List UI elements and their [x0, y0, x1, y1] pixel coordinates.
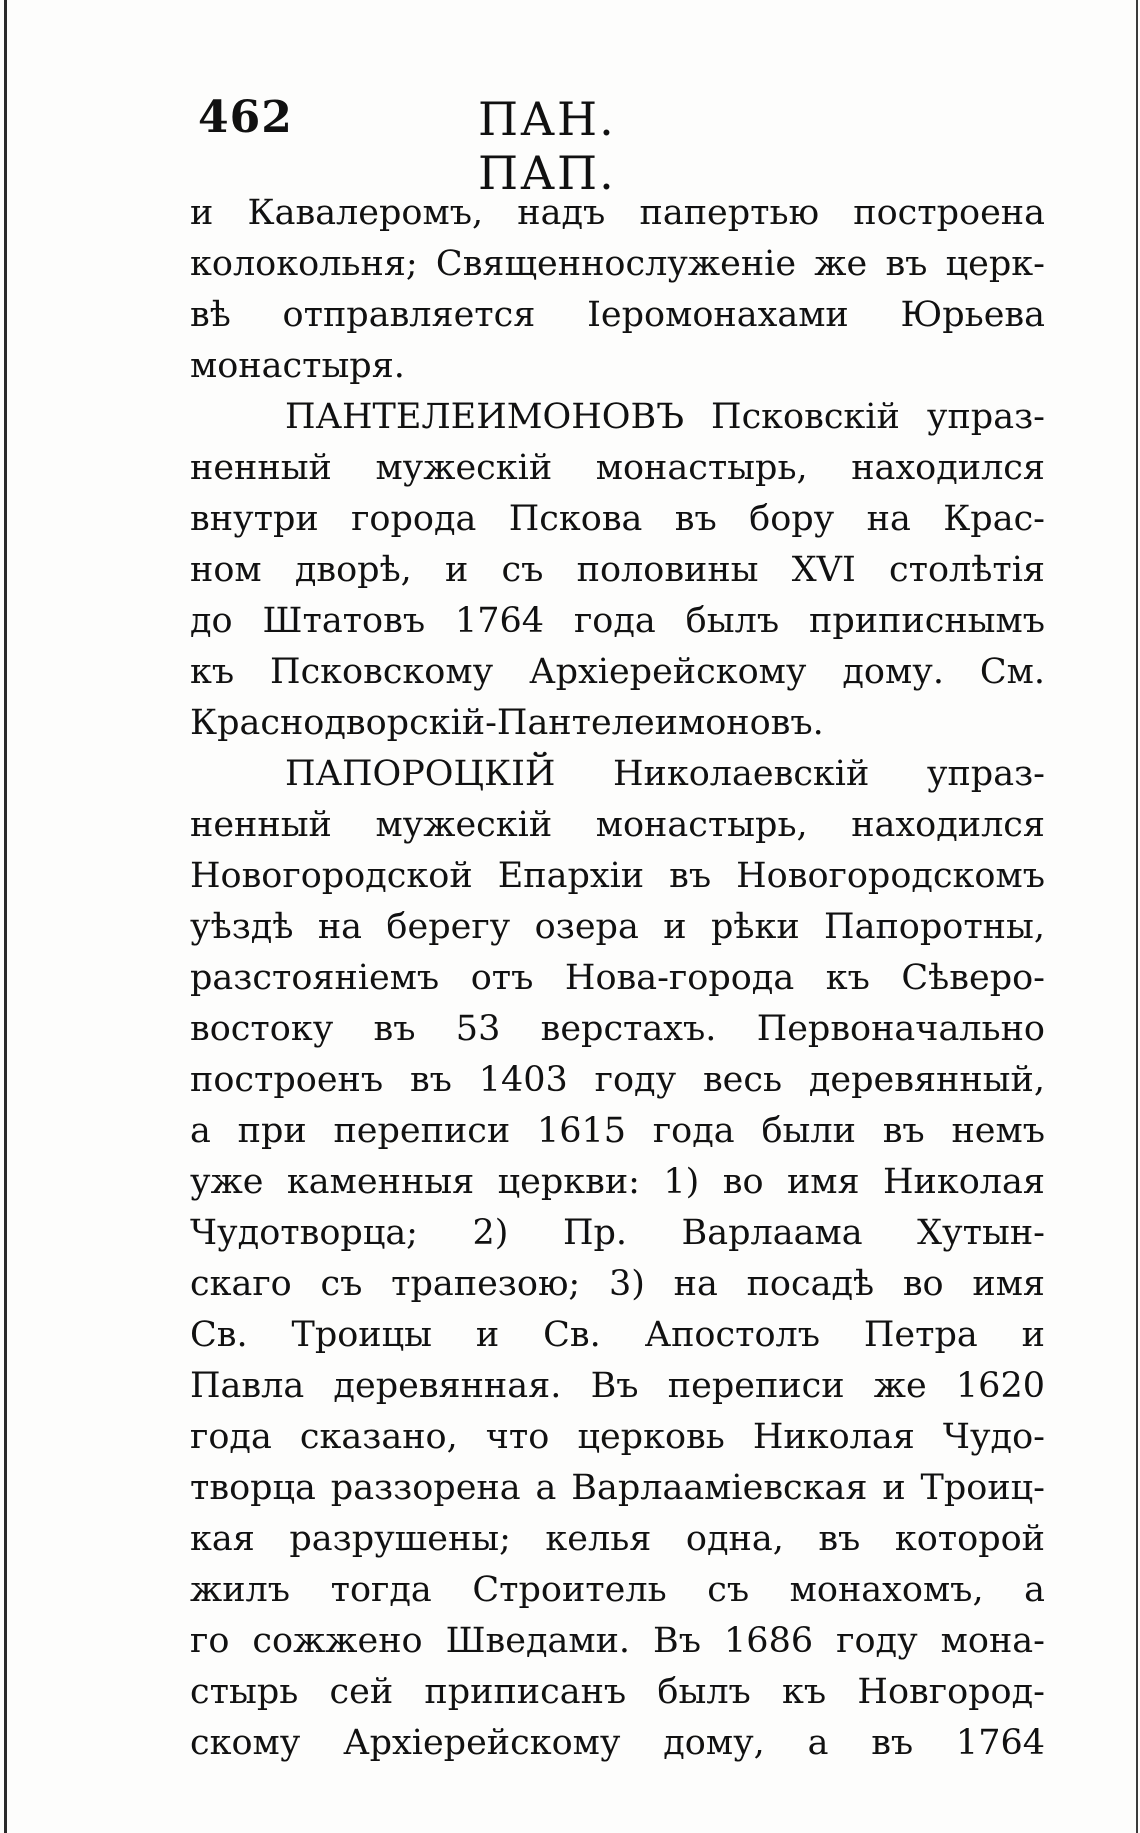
text-line: Новогородской Епархіи въ Новогородскомъ — [190, 856, 1045, 896]
text-line: ном дворѣ, и съ половины XVI столѣтія — [190, 550, 1045, 590]
text-line: жилъ тогда Строитель съ монахомъ, а — [190, 1570, 1045, 1610]
text-line: къ Псковскому Архіерейскому дому. См. — [190, 652, 1045, 692]
text-line: уѣздѣ на берегу озера и рѣки Папоротны, — [190, 907, 1045, 947]
page-header — [198, 92, 758, 200]
text-line: Св. Троицы и Св. Апостолъ Петра и — [190, 1315, 1045, 1355]
text-line: Чудотворца; 2) Пр. Варлаама Хутын- — [190, 1213, 1045, 1253]
text-line: ненный мужескій монастырь, находился — [190, 805, 1045, 845]
page-edge-left — [4, 0, 7, 1833]
text-line: стырь сей приписанъ былъ къ Новгород- — [190, 1672, 1045, 1712]
entry-line: ПАНТЕЛЕИМОНОВЪ Псковскій упраз- — [285, 397, 1045, 437]
text-line: Павла деревянная. Въ переписи же 1620 — [190, 1366, 1045, 1406]
text-line: творца раззорена а Варлааміевская и Троиц- — [190, 1468, 1045, 1508]
text-line: кая разрушены; келья одна, въ которой — [190, 1519, 1045, 1559]
text-line: вѣ отправляется Іеромонахами Юрьева — [190, 295, 1045, 335]
text-line: разстояніемъ отъ Нова-города къ Сѣверо- — [190, 958, 1045, 998]
entry-line: ПАПОРОЦКІЙ Николаевскій упраз- — [285, 754, 1045, 794]
text-line: колокольня; Священнослуженіе же въ церк- — [190, 244, 1045, 284]
page-number: 462 — [198, 92, 293, 143]
text-line: го сожжено Шведами. Въ 1686 году мона- — [190, 1621, 1045, 1661]
page-edge-right — [1136, 0, 1138, 1833]
text-line: внутри города Пскова въ бору на Крас- — [190, 499, 1045, 539]
text-line: и Кавалеромъ, надъ папертью построена — [190, 193, 1045, 233]
text-line: Краснодворскій-Пантелеимоновъ. — [190, 703, 824, 743]
text-line: а при переписи 1615 года были въ немъ — [190, 1111, 1045, 1151]
text-line: до Штатовъ 1764 года былъ приписнымъ — [190, 601, 1045, 641]
text-line: уже каменныя церкви: 1) во имя Николая — [190, 1162, 1045, 1202]
text-line: монастыря. — [190, 346, 405, 386]
running-head: ПАН. ПАП. — [478, 92, 616, 200]
text-line: построенъ въ 1403 году весь деревянный, — [190, 1060, 1045, 1100]
text-line: востоку въ 53 верстахъ. Первоначально — [190, 1009, 1045, 1049]
body-text — [190, 188, 1045, 1769]
text-line: скому Архіерейскому дому, а въ 1764 — [190, 1723, 1045, 1763]
text-line: года сказано, что церковь Николая Чудо- — [190, 1417, 1045, 1457]
text-line: ненный мужескій монастырь, находился — [190, 448, 1045, 488]
text-line: скаго съ трапезою; 3) на посадѣ во имя — [190, 1264, 1045, 1304]
